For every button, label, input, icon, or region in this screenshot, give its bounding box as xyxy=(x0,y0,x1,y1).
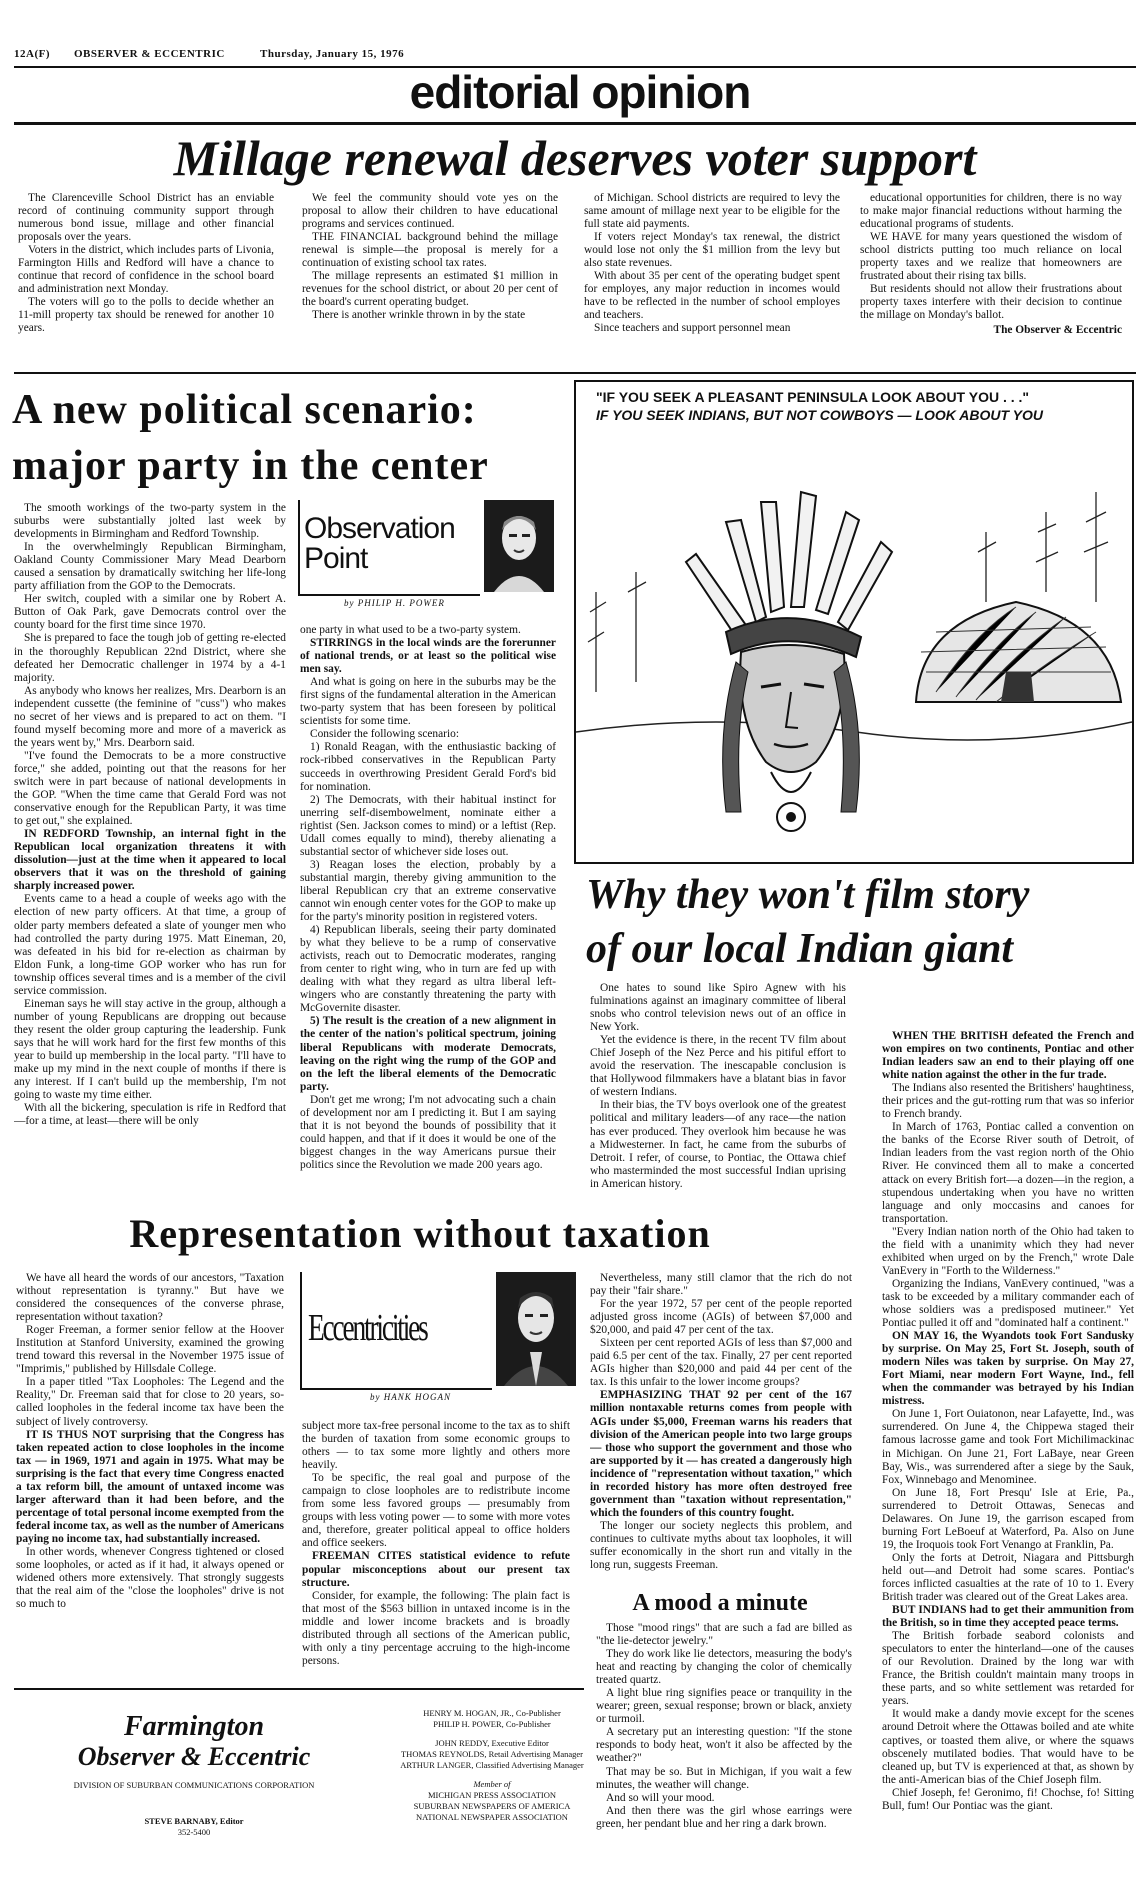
paragraph: But residents should not allow their frustrations about property taxes interfere with their decision to continue the millage on Monday's ballot. xyxy=(860,283,1122,322)
paragraph: With all the bickering, speculation is rife in Redford that—for a time, at least—there will be only xyxy=(14,1102,286,1128)
millage-col-3 xyxy=(584,192,840,368)
issue-date: Thursday, January 15, 1976 xyxy=(260,48,405,60)
scenario-col-1 xyxy=(14,502,286,1202)
film-col-2 xyxy=(882,1030,1134,1882)
paragraph: A secretary put an interesting question: "If the stone responds to body heat, won't it also be affected by the weather?" xyxy=(596,1726,852,1765)
paragraph: BUT INDIANS had to get their ammunition from the British, so in time they accepted peace terms. xyxy=(882,1604,1134,1630)
indian-chief-illustration-icon xyxy=(576,432,1132,862)
page-header xyxy=(14,48,1134,64)
scenario-col-2 xyxy=(300,624,556,1204)
paragraph: subject more tax-free personal income to the tax as to shift the burden of taxation from some economic groups to others — to tax some more lightly and others more heavily. xyxy=(302,1420,570,1472)
paper-name: OBSERVER & ECCENTRIC xyxy=(74,48,225,60)
paragraph: She is prepared to face the tough job of getting re-elected in the thoroughly Republican 22nd District, where she defeated her Democratic challenger in 1974 by a 4-1 majority. xyxy=(14,632,286,684)
paragraph: It would make a dandy movie except for the scenes around Detroit where the Ottawas boiled and ate white captives, or toasted them alive, or where the squaws obscenely mutilated bodies. That would have to be cleaned up, but TV is experienced at that, as shown by the anti-American bias of the Chief Joseph film. xyxy=(882,1708,1134,1786)
film-headline xyxy=(586,868,1134,976)
headline-line: A new political scenario: xyxy=(12,387,477,433)
paragraph: There is another wrinkle thrown in by the state xyxy=(312,309,526,322)
paragraph: In the overwhelmingly Republican Birmingham, Oakland County Commissioner Mary Mead Dearborn caused a sensation by dramatically switching her life-long party affiliation from the GOP to the Democrats. xyxy=(14,541,286,593)
editor-name: STEVE BARNABY, Editor xyxy=(144,1816,244,1826)
paragraph: Those "mood rings" that are such a fad are billed as "the lie-detector jewelry." xyxy=(596,1622,852,1648)
columnist-photo xyxy=(484,500,554,592)
paragraph: As anybody who knows her realizes, Mrs. Dearborn is an independent cussette (the feminine of "cuss") who makes no secret of her views and is prepared to act on them. "I found myself becoming more and more of a maverick as the years went by," Mrs. Dearborn said. xyxy=(14,684,286,749)
paragraph: IT IS THUS NOT surprising that the Congress has taken repeated action to close loopholes in the income tax — in 1969, 1971 and again in 1975. What may be surprising is the fact that every time Congress enacted a tax reform bill, the amount of untaxed income was larger afterward than it had been before, and the percentage of total personal income exempted from the federal income tax, as well as the number of Americans paying no income tax, had substantially increased. xyxy=(16,1428,284,1545)
paragraph: One hates to sound like Spiro Agnew with his fulminations against an imaginary committee of liberal snobs who control television news out of an office in New York. xyxy=(590,982,846,1034)
taxation-headline: Representation without taxation xyxy=(129,1211,711,1256)
headline-line: of our local Indian giant xyxy=(586,926,1014,972)
section-rule xyxy=(14,122,1136,125)
paragraph: And what is going on here in the suburbs may be the first signs of the fundamental alteration in the American two-party system that has been foreseen by political scientists for some time. xyxy=(300,676,556,728)
millage-col-4 xyxy=(860,192,1122,368)
paragraph: Organizing the Indians, VanEvery continued, "was a task to be exceeded by a military commander each of whose soldiers was a predisposed mutineer." Yet Pontiac pulled it off and "dominated half a continent." xyxy=(882,1277,1134,1330)
page-number: 12A(F) xyxy=(14,48,50,60)
portrait-icon xyxy=(496,1272,576,1386)
paragraph: The longer our society neglects this problem, and continues to cultivate myths about tax loopholes, it will suffer economically in the short run and vitally in the long run, suggests Freeman. xyxy=(590,1519,852,1572)
nameplate-line: Farmington xyxy=(123,1711,265,1742)
paragraph: The smooth workings of the two-party system in the suburbs were substantially jolted last week by developments in Birmingham and Redford Township. xyxy=(14,502,286,541)
editor-phone: 352-5400 xyxy=(177,1827,211,1837)
caption-line: IF YOU SEEK INDIANS, BUT NOT COWBOYS — LOOK ABOUT YOU xyxy=(596,407,1043,423)
mood-body xyxy=(596,1622,852,1880)
paragraph: 1) Ronald Reagan, with the enthusiastic backing of rock-ribbed conservatives in the Republican Party succeeds in overthrowing President Gerald Ford's bid for nomination. xyxy=(300,741,556,793)
headline-line: major party in the center xyxy=(12,443,489,489)
byline: by HANK HOGAN xyxy=(370,1392,451,1402)
headline-line: Why they won't film story xyxy=(586,872,1030,918)
association: MICHIGAN PRESS ASSOCIATION xyxy=(428,1790,556,1800)
paragraph: one party in what used to be a two-party system. xyxy=(300,624,521,636)
paragraph: WHEN THE BRITISH defeated the French and won empires on two continents, Pontiac and other Indian leaders saw an end to their playing off one white nation against the other in the fur trade. xyxy=(882,1030,1134,1082)
paragraph: Consider, for example, the following: The plain fact is that most of the $563 billion in untaxed income is in the middle and lower income brackets and is broadly distributed through all sections of the American public, with only a tiny percentage accruing to the high-income persons. xyxy=(302,1589,570,1667)
logo-title: Eccentricities xyxy=(308,1307,427,1349)
colophon xyxy=(14,1688,590,1878)
staff-list xyxy=(400,1708,584,1823)
paragraph: They do work like lie detectors, measuring the body's heat and reacting by changing the color of chemically treated quartz. xyxy=(596,1648,852,1687)
paragraph: And then there was the girl whose earrings were green, her pendant blue and her ring a dark brown. xyxy=(596,1804,852,1830)
logo-line: Point xyxy=(304,542,368,575)
paragraph: STIRRINGS in the local winds are the forerunner of national trends, or at least so the political wise men say. xyxy=(300,637,556,676)
paragraph: We feel the community should vote yes on the proposal to allow their children to have educational programs and services continued. xyxy=(302,192,558,231)
paragraph: The millage represents an estimated $1 million in revenues for the school district, or about 20 per cent of the board's current operating budget. xyxy=(302,270,558,309)
paragraph: Roger Freeman, a former senior fellow at the Hoover Institution at Stanford University, examined the growing trend toward this reversal in the November 1975 issue of "Imprimis," published by Hillsdale College. xyxy=(16,1324,284,1376)
staff-line: HENRY M. HOGAN, JR., Co-Publisher xyxy=(423,1708,561,1718)
millage-headline: Millage renewal deserves voter support xyxy=(173,130,977,186)
paragraph: The Clarenceville School District has an enviable record of continuing community support through numerous bond issue, millage and other financial proposals over the years. xyxy=(18,192,274,244)
newspaper-nameplate xyxy=(34,1712,354,1772)
nameplate-line: Observer & Eccentric xyxy=(77,1742,311,1771)
scenario-headline xyxy=(12,382,572,494)
paragraph: The British forbade seabord colonists and speculators to enter the hinterland—one of the causes of our Revolution. Drained by the long war with France, the British couldn't maintain many troops in these parts, and so white settlement was retarded for years. xyxy=(882,1630,1134,1708)
paragraph: In their bias, the TV boys overlook one of the greatest political and military leaders—of any race—the nation has ever produced. They overlook him because he was a Midwesterner. In fact, he came from the suburbs of Detroit. I refer, of course, to Pontiac, the Ottawa chief who masterminded the most successful Indian uprising in American history. xyxy=(590,1099,846,1190)
caption-line: "IF YOU SEEK A PLEASANT PENINSULA LOOK ABOUT YOU . . ." xyxy=(596,389,1030,405)
paragraph: Eineman says he will stay active in the group, although a number of young Republicans are dropping out because they resent the older group capturing the leadership. Funk says that he will work hard for the first few months of this year to build up membership in the local party. "I'll have to make up my mind in the next couple of months if there is any interest. If I can't build up the membership, I'm not going to waste my time either. xyxy=(14,997,286,1102)
paragraph: With about 35 per cent of the operating budget spent for employes, any major reduction in incomes would have to be reflected in the number of school employes and teachers. xyxy=(584,270,840,322)
paragraph: Only the forts at Detroit, Niagara and Pittsburgh held out—and Detroit had some scares. Pontiac's forces inflicted casualties at the rate of 10 to 1. Every British trader was cleared out of the Great Lakes area. xyxy=(882,1551,1134,1604)
millage-rule xyxy=(14,372,1136,374)
eccentricities-logo xyxy=(300,1272,576,1412)
paragraph: FREEMAN CITES statistical evidence to refute popular misconceptions about our present tax structure. xyxy=(302,1550,570,1589)
paragraph: educational opportunities for children, there is no way to make major financial reductions without harming the educational programs of students. xyxy=(860,192,1122,231)
paragraph: And so will your mood. xyxy=(606,1791,715,1804)
paragraph: 4) Republican liberals, seeing their party dominated by what they believe to be a rump of conservative activists, reach out to Democratic moderates, ranging from center to right wing, who in turn are fed up with dealing with what they regard as ultra liberal left-wingers who are constantly threatening the party with McGovernite disaster. xyxy=(300,924,556,1015)
association: NATIONAL NEWSPAPER ASSOCIATION xyxy=(416,1812,568,1822)
paragraph: Her switch, coupled with a similar one by Robert A. Button of Oak Park, gave Democrats control over the county board for the first time since 1970. xyxy=(14,593,286,632)
paragraph: A light blue ring signifies peace or tranquility in the wearer; green, sexual response; brown or black, anxiety or turmoil. xyxy=(596,1687,852,1726)
paragraph: For the year 1972, 57 per cent of the people reported adjusted gross income (AGIs) of between $7,000 and $20,000, and paid 47 per cent of the tax. xyxy=(590,1298,852,1337)
observation-point-logo xyxy=(298,500,556,610)
paragraph: THE FINANCIAL background behind the millage renewal is simple—the proposal is merely for a continuation of existing school tax rates. xyxy=(302,231,558,270)
taxation-col-3 xyxy=(590,1272,852,1572)
paragraph: Sixteen per cent reported AGIs of less than $7,000 and paid 6.5 per cent of the tax. Finally, 27 per cent reported AGIs higher than $20,000 and paid 44 per cent of the tax. Is this unfair to the lower income groups? xyxy=(590,1337,852,1389)
paragraph: In other words, whenever Congress tightened or closed some loopholes, or acted as if it had, it always opened or widened others more extensively. That strongly suggests that the real aim of the "close the loopholes" drive is not so much to xyxy=(16,1545,284,1611)
millage-col-1 xyxy=(18,192,274,368)
film-col-1 xyxy=(590,982,846,1208)
editorial-cartoon xyxy=(574,380,1134,864)
byline: by PHILIP H. POWER xyxy=(344,598,445,608)
paragraph: Nevertheless, many still clamor that the rich do not pay their "fair share." xyxy=(590,1272,852,1298)
paragraph: ON MAY 16, the Wyandots took Fort Sandusky by surprise. On May 25, Fort St. Joseph, south of modern Niles was taken by surprise. On May 27, Fort Miami, near modern Fort Wayne, Ind., fell when the commander was betrayed by his Indian mistress. xyxy=(882,1330,1134,1408)
paragraph: Yet the evidence is there, in the recent TV film about Chief Joseph of the Nez Perce and his pitiful effort to avoid the reservation. The inescapable conclusion is that Hollywood filmmakers have a blatant bias in favor of western Indians. xyxy=(590,1034,846,1099)
paragraph: "Every Indian nation north of the Ohio had taken to the field with a unanimity which they had never exhibited when urged on by the French," wrote Dale VanEvery in "Forth to the Wilderness." xyxy=(882,1225,1134,1277)
division-line: DIVISION OF SUBURBAN COMMUNICATIONS CORPORATION xyxy=(73,1780,315,1790)
paragraph: of Michigan. School districts are required to levy the same amount of millage next year to be eligible for the full state aid payments. xyxy=(584,192,840,231)
section-title: editorial opinion xyxy=(409,66,751,118)
paragraph: 5) The result is the creation of a new alignment in the center of the nation's political spectrum, joining liberal Republicans with moderate Democrats, leaving on the right wing the rump of the GOP and on the left the liberal elements of the Democratic party. xyxy=(300,1015,556,1093)
paragraph: IN REDFORD Township, an internal fight in the Republican local organization threatens it with dissolution—just at the time when it appeared to local observers that it was on the threshold of gaining sharply increased power. xyxy=(14,828,286,893)
paragraph: The Indians also resented the Britishers' haughtiness, their prices and the gut-rotting rum that was so inferior to French brandy. xyxy=(882,1082,1134,1121)
paragraph: Events came to a head a couple of weeks ago with the election of new party officers. At that time, a group of older party members defeated a slate of younger men who had controlled the party during 1975. Matt Eineman, 20, was defeated in his bid for re-election as chairman by Eldon Funk, a long-time GOP worker who has run for township offices several times and is a member of the civil service commission. xyxy=(14,893,286,997)
paragraph: To be specific, the real goal and purpose of the campaign to close loopholes are to redistribute income from some less favored groups — presumably from groups with less voting power — to some with more votes and, therefore, greater political appeal to office holders and office seekers. xyxy=(302,1472,570,1550)
member-label: Member of xyxy=(473,1779,511,1789)
paragraph: EMPHASIZING THAT 92 per cent of the 167 million nontaxable returns comes from people with AGIs under $5,000, Freeman warns his readers that division of the American people into two large groups — those who support the government and those who are supported by it — has created a dangerously high incidence of "representation without taxation," which in recorded history has more often destroyed free government than "taxation without representation," which the founders of this country fought. xyxy=(590,1389,852,1519)
paragraph: The voters will go to the polls to decide whether an 11-mill property tax should be renewed for another 10 years. xyxy=(18,296,274,335)
paragraph: Chief Joseph, fe! Geronimo, fi! Chochse, fo! Sitting Bull, fum! Our Pontiac was the giant. xyxy=(882,1786,1134,1812)
staff-line: PHILIP H. POWER, Co-Publisher xyxy=(433,1719,551,1729)
paragraph: WE HAVE for many years questioned the wisdom of school districts putting too much reliance on local property taxes and we realize that homeowners are frustrated about their rising tax bills. xyxy=(860,231,1122,283)
colophon-rule xyxy=(14,1688,584,1690)
columnist-photo xyxy=(496,1272,576,1386)
millage-col-2 xyxy=(302,192,558,368)
association: SUBURBAN NEWSPAPERS OF AMERICA xyxy=(413,1801,571,1811)
paragraph: On June 1, Fort Ouiatonon, near Lafayette, Ind., was surrendered. On June 4, the Chippewa staged their famous lacrosse game and took Fort Michilimackinac in Michigan. On June 21, Fort LaBaye, near Green Bay, Wis., was surrendered after a siege by the Sauk, Fox, Winnebago and Menominee. xyxy=(882,1408,1134,1486)
paragraph: Voters in the district, which includes parts of Livonia, Farmington Hills and Redford will have a chance to continue that record of confidence in the school board and administration next Monday. xyxy=(18,244,274,296)
paragraph: If voters reject Monday's tax renewal, the district would lose not only the $1 million from the levy but also state revenues. xyxy=(584,231,840,270)
paragraph: Don't get me wrong; I'm not advocating such a chain of development nor am I predicting it. But I am saying that it is not beyond the bounds of possibility that it could happen, and that if it does it would be one of the biggest changes in the way Americans pursue their politics since the Revolution we made 200 years ago. xyxy=(300,1093,556,1171)
paragraph: In March of 1763, Pontiac called a convention on the banks of the Ecorse River south of Detroit, of Indian leaders from the vast region north of the Ohio River. He convinced them all to make a concerted attack on every British fort—a dozen—in the region, a stupendous undertaking when you have no written language and only moccasins and canoes for transportation. xyxy=(882,1121,1134,1225)
staff-line: ARTHUR LANGER, Classified Advertising Manager xyxy=(400,1760,584,1770)
mood-headline: A mood a minute xyxy=(632,1590,808,1616)
paragraph: On June 18, Fort Presqu' Isle at Erie, Pa., surrendered to Detroit Ottawas, Senecas and Delawares. On June 19, the garrison escaped from burning Fort LeBoeuf at Waterford, Pa. Also on June 19, the Iroquois took Fort Venango at Franklin, Pa. xyxy=(882,1486,1134,1551)
logo-line: Observation xyxy=(304,512,455,545)
editor-line xyxy=(34,1816,354,1838)
taxation-col-2 xyxy=(302,1420,570,1682)
editorial-signature: The Observer & Eccentric xyxy=(993,324,1122,337)
paragraph: 3) Reagan loses the election, probably by a substantial margin, thereby giving ammunition to the liberal Republican cry that an extreme conservative cannot win enough center votes for the GOP to make up for the party's minority position in registered voters. xyxy=(300,858,556,924)
paragraph: 2) The Democrats, with their habitual instinct for unerring self-disembowelment, nominate either a rightist (Sen. Jackson comes to mind) or a leftist (Rep. Udall comes equally to mind), thereby alienating a substantial sector of whichever side loses out. xyxy=(300,793,556,858)
paragraph: In a paper titled "Tax Loopholes: The Legend and the Reality," Dr. Freeman said that for close to 20 years, so-called loopholes in the federal income tax have been the subject of lively controversy. xyxy=(16,1376,284,1428)
staff-line: JOHN REDDY, Executive Editor xyxy=(435,1738,549,1748)
paragraph: Since teachers and support personnel mean xyxy=(594,322,791,335)
taxation-col-1 xyxy=(16,1272,284,1678)
paragraph: That may be so. But in Michigan, if you wait a few minutes, the weather will change. xyxy=(596,1765,852,1791)
portrait-icon xyxy=(484,500,554,592)
staff-line: THOMAS REYNOLDS, Retail Advertising Manager xyxy=(400,1749,584,1759)
paragraph: Consider the following scenario: xyxy=(310,728,459,741)
cartoon-caption xyxy=(596,388,1116,424)
logo-title xyxy=(304,514,455,574)
paragraph: We have all heard the words of our ancestors, "Taxation without representation is tyranny." But have we considered the consequences of the converse phrase, representation without taxation? xyxy=(16,1272,284,1324)
paragraph: "I've found the Democrats to be a more constructive force," she added, pointing out that the reasons for her switch were in part because of national developments in the GOP. "When the time came that Gerald Ford was not conservative enough for the Republican Party, it was time to get out," she explained. xyxy=(14,749,286,828)
